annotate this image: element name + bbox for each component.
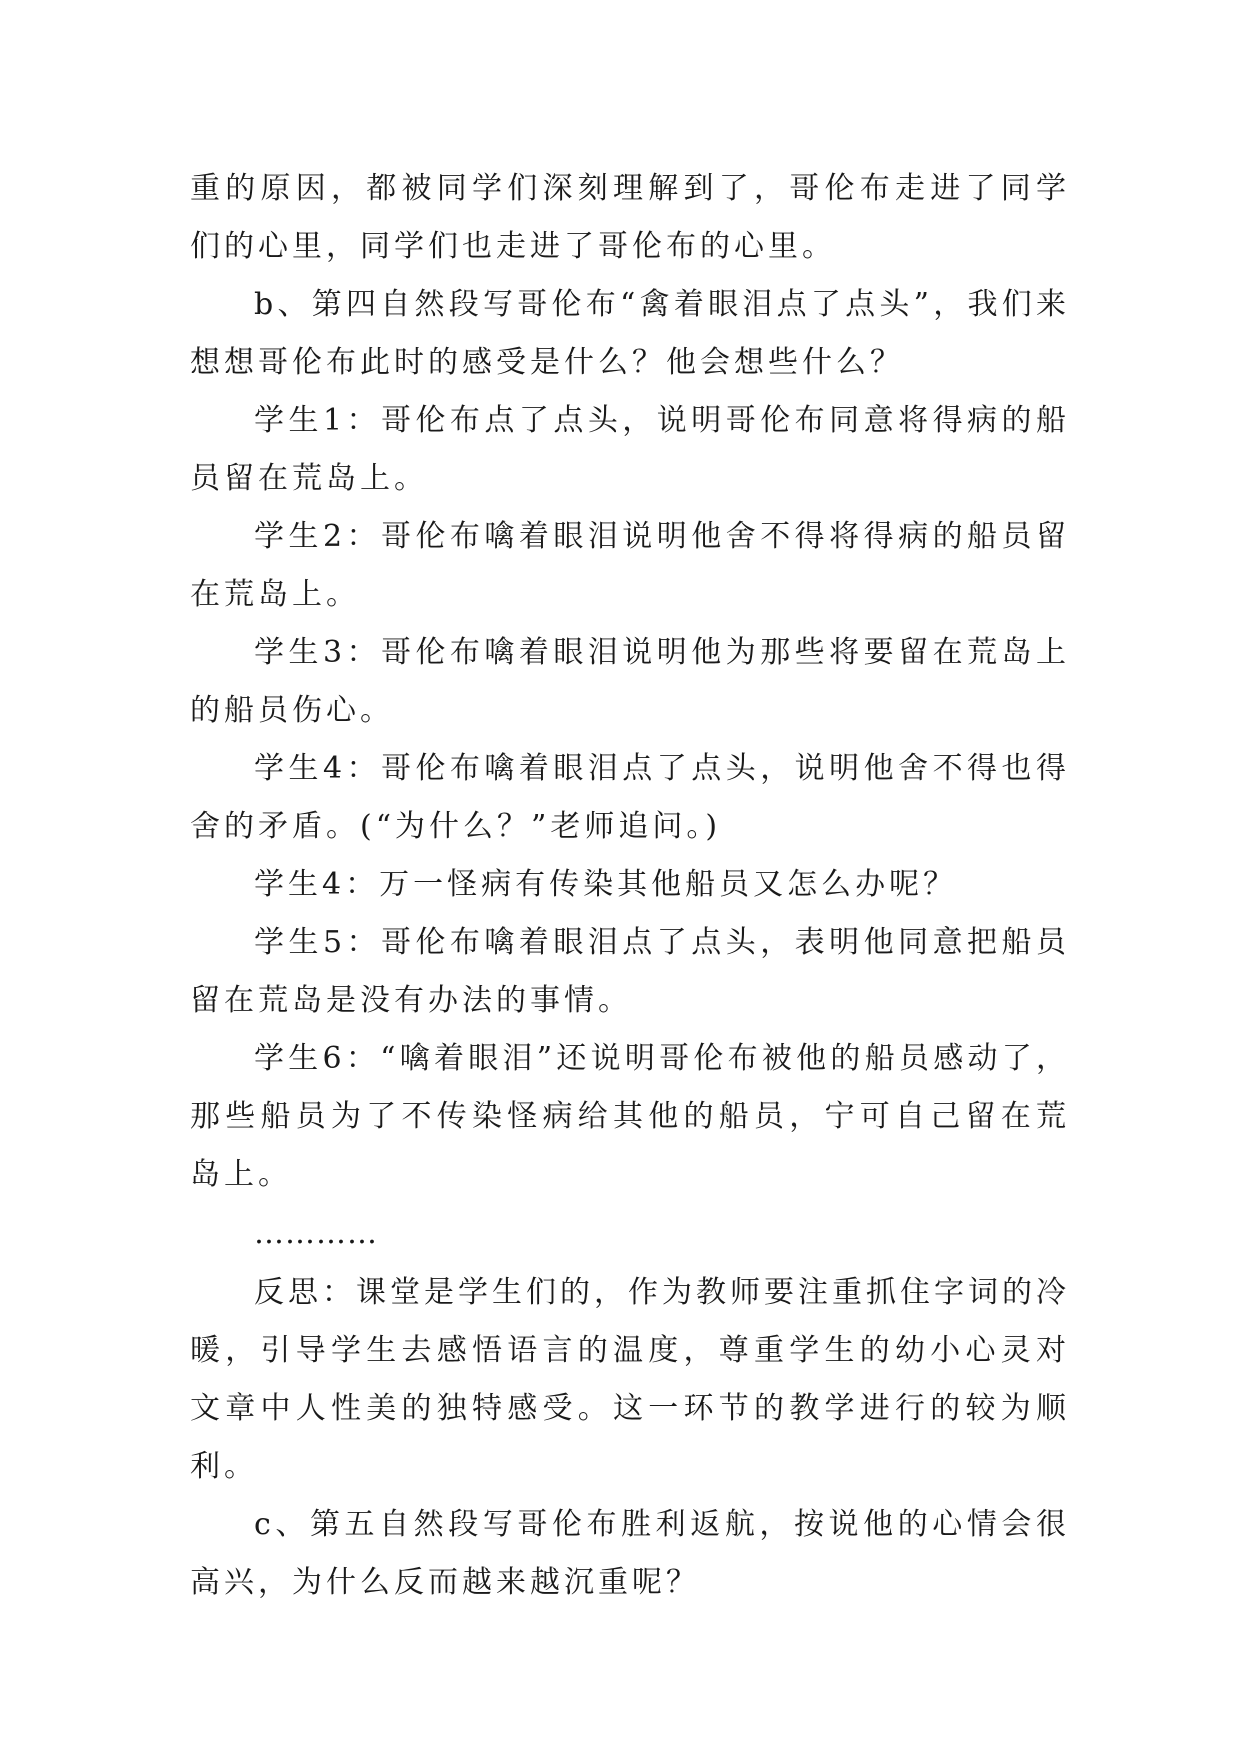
paragraph-student-6: 学生6：“噙着眼泪”还说明哥伦布被他的船员感动了，那些船员为了不传染怪病给其他的船员，宁可自己留在荒岛上。 — [190, 1041, 1070, 1192]
paragraph-question-c: c、第五自然段写哥伦布胜利返航，按说他的心情会很高兴，为什么反而越来越沉重呢？ — [190, 1507, 1070, 1600]
document-body — [190, 160, 1070, 1612]
paragraph-student-4b: 学生4：万一怪病有传染其他船员又怎么办呢？ — [254, 867, 958, 902]
paragraph-ellipsis: ………… — [254, 1216, 378, 1251]
paragraph-student-1: 学生1：哥伦布点了点头，说明哥伦布同意将得病的船员留在荒岛上。 — [190, 403, 1070, 496]
paragraph-question-b: b、第四自然段写哥伦布“禽着眼泪点了点头”，我们来想想哥伦布此时的感受是什么？他会想些什么？ — [190, 287, 1070, 380]
paragraph-continuation: 重的原因，都被同学们深刻理解到了，哥伦布走进了同学们的心里，同学们也走进了哥伦布的心里。 — [190, 171, 1070, 264]
paragraph-student-5: 学生5：哥伦布噙着眼泪点了点头，表明他同意把船员留在荒岛是没有办法的事情。 — [190, 925, 1070, 1018]
paragraph-student-3: 学生3：哥伦布噙着眼泪说明他为那些将要留在荒岛上的船员伤心。 — [190, 635, 1070, 728]
paragraph-student-2: 学生2：哥伦布噙着眼泪说明他舍不得将得病的船员留在荒岛上。 — [190, 519, 1070, 612]
paragraph-student-4a: 学生4：哥伦布噙着眼泪点了点头，说明他舍不得也得舍的矛盾。(“为什么？”老师追问。) — [190, 751, 1070, 844]
paragraph-reflection: 反思：课堂是学生们的，作为教师要注重抓住字词的冷暖，引导学生去感悟语言的温度，尊重学生的幼小心灵对文章中人性美的独特感受。这一环节的教学进行的较为顺利。 — [190, 1275, 1070, 1484]
